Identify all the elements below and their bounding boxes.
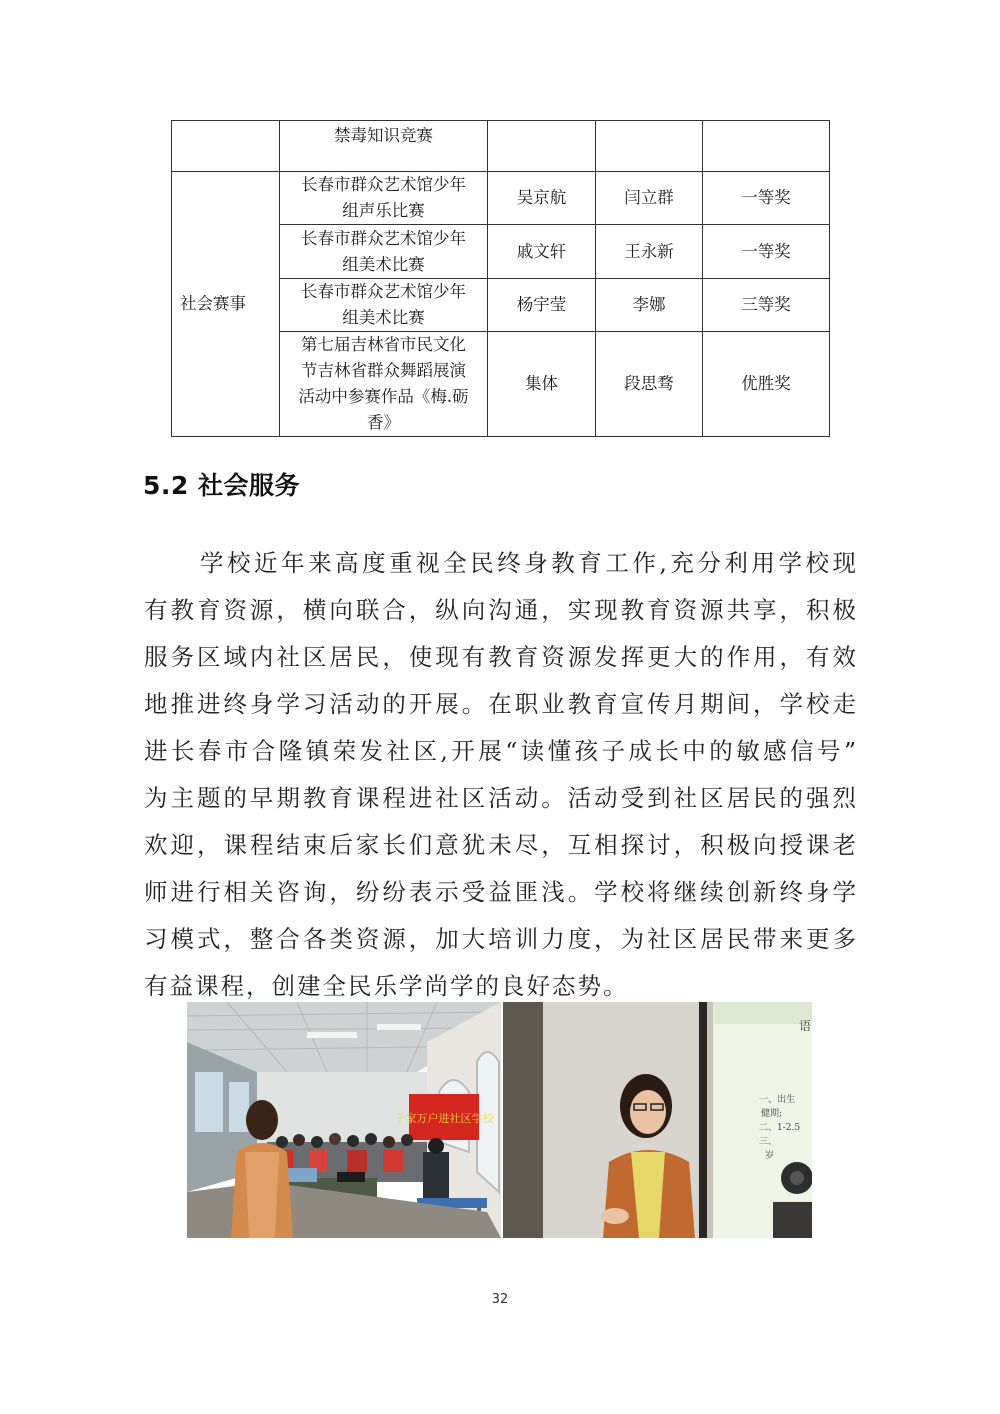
- paragraph-line: 欢迎，课程结束后家长们意犹未尽，互相探讨，积极向授课老: [144, 831, 856, 859]
- award-cell: 一等奖: [703, 172, 830, 225]
- teacher-cell: 闫立群: [596, 172, 703, 225]
- paragraph-line: 服务区域内社区居民，使现有教育资源发挥更大的作用，有效: [144, 643, 856, 671]
- teacher-cell: 李娜: [596, 279, 703, 332]
- teacher-cell: [596, 121, 703, 172]
- event-line: 组声乐比赛: [342, 201, 425, 220]
- paragraph-line: 学校近年来高度重视全民终身教育工作,充分利用学校现: [200, 549, 856, 577]
- student-cell: 戚文轩: [488, 225, 596, 279]
- event-cell: [280, 225, 488, 279]
- event-cell: [280, 279, 488, 332]
- classroom-photo: [187, 1002, 501, 1238]
- banner-text: 千家万户进社区学校: [394, 1112, 494, 1125]
- slide-line: 三、: [759, 1137, 778, 1147]
- slide-line: 一、出生: [759, 1095, 796, 1105]
- table-row: [172, 172, 830, 225]
- event-cell: 禁毒知识竞赛: [280, 121, 488, 172]
- event-line: 长春市群众艺术馆少年: [301, 175, 466, 194]
- paragraph-line: 师进行相关咨询，纷纷表示受益匪浅。学校将继续创新终身学: [144, 878, 856, 906]
- event-line: 第七届吉林省市民文化: [301, 335, 466, 354]
- paragraph-line: 有教育资源，横向联合，纵向沟通，实现教育资源共享，积极: [144, 596, 856, 624]
- event-cell: [280, 172, 488, 225]
- slide-line: 健期;: [761, 1109, 783, 1119]
- student-cell: 吴京航: [488, 172, 596, 225]
- slide-line: 岁: [765, 1151, 775, 1161]
- award-cell: 一等奖: [703, 225, 830, 279]
- paragraph-line: 习模式，整合各类资源，加大培训力度，为社区居民带来更多: [144, 925, 856, 953]
- teacher-cell: 王永新: [596, 225, 703, 279]
- event-line: 组美术比赛: [342, 308, 425, 327]
- paragraph-line: 进长春市合隆镇荣发社区,开展“读懂孩子成长中的敏感信号”: [144, 737, 856, 765]
- student-cell: [488, 121, 596, 172]
- event-cell: [280, 332, 488, 437]
- category-cell: 社会赛事: [172, 172, 280, 437]
- slide-title: 语: [799, 1019, 812, 1033]
- table-row: [172, 121, 830, 172]
- event-line: 香》: [367, 413, 400, 432]
- body-paragraph: [144, 540, 856, 1010]
- award-cell: [703, 121, 830, 172]
- award-cell: 优胜奖: [703, 332, 830, 437]
- category-cell-continued: [172, 121, 280, 172]
- paragraph-line: 地推进终身学习活动的开展。在职业教育宣传月期间，学校走: [144, 690, 856, 718]
- teacher-cell: 段思骛: [596, 332, 703, 437]
- event-line: 活动中参赛作品《梅.砺: [298, 387, 469, 406]
- event-line: 长春市群众艺术馆少年: [301, 282, 466, 301]
- slide-line: 二、1-2.5: [759, 1123, 801, 1133]
- student-cell: 集体: [488, 332, 596, 437]
- event-line: 长春市群众艺术馆少年: [301, 228, 466, 248]
- section-heading: 5.2 社会服务: [143, 471, 300, 500]
- event-line: 节吉林省群众舞蹈展演: [301, 361, 466, 380]
- paragraph-line: 为主题的早期教育课程进社区活动。活动受到社区居民的强烈: [144, 784, 856, 812]
- student-cell: 杨宇莹: [488, 279, 596, 332]
- award-cell: 三等奖: [703, 279, 830, 332]
- awards-table: [171, 120, 830, 437]
- event-line: 组美术比赛: [342, 254, 425, 274]
- paragraph-line: 有益课程，创建全民乐学尚学的良好态势。: [144, 972, 629, 1000]
- lecturer-photo: [503, 1002, 812, 1238]
- page-number: 32: [491, 1292, 509, 1307]
